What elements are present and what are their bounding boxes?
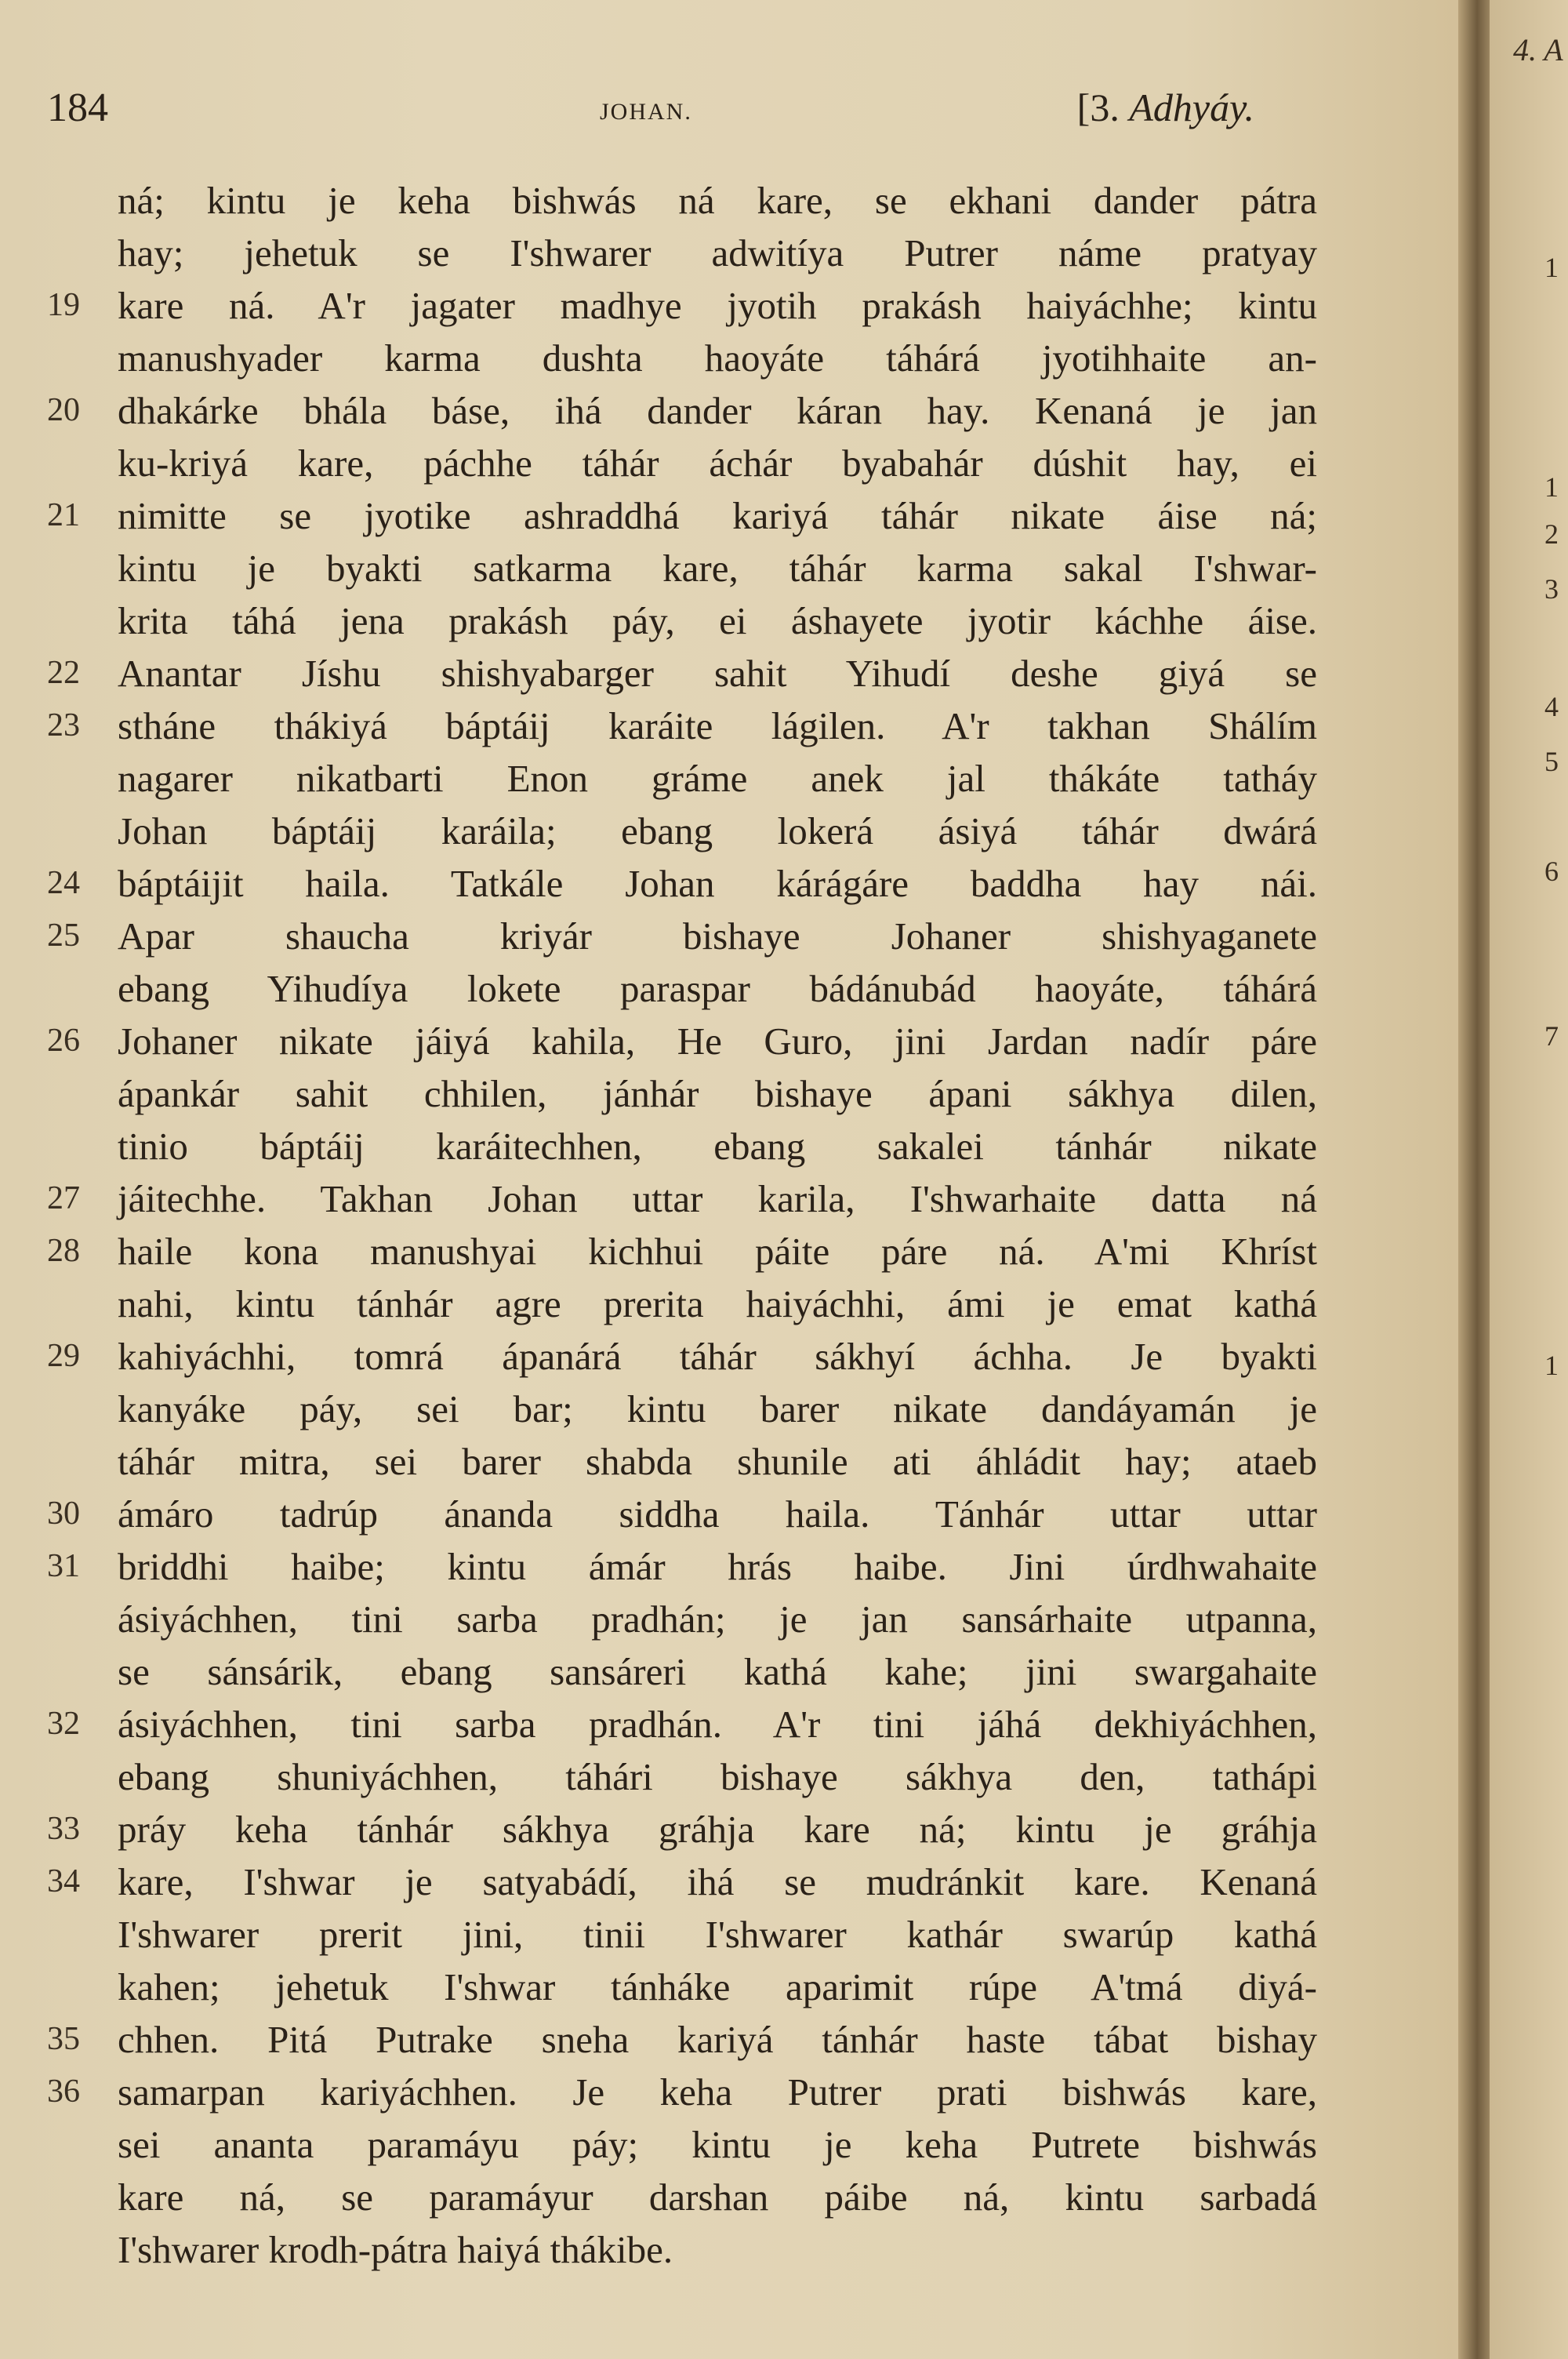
line-text: chhen. Pitá Putrake sneha kariyá tánhár haste tábat bishay: [118, 2018, 1317, 2061]
text-line: [47, 1698, 1317, 1750]
adjacent-margin-number: 3: [1544, 573, 1559, 605]
text-line: [47, 1488, 1317, 1540]
line-text: nagarer nikatbarti Enon gráme anek jal thákáte tatháy: [118, 757, 1317, 800]
text-line: [47, 1120, 1317, 1172]
text-line: [47, 1803, 1317, 1856]
verse-number: 31: [47, 1548, 80, 1584]
text-line: [47, 1330, 1317, 1383]
line-text: sei ananta paramáyu páy; kintu je keha Putrete bishwás: [118, 2123, 1317, 2166]
line-text: kare, I'shwar je satyabádí, ihá se mudránkit kare. Kenaná: [118, 1860, 1317, 1903]
line-text: ku-kriyá kare, páchhe táhár áchár byabahár dúshit hay, ei: [118, 442, 1317, 485]
line-text: báptáijit haila. Tatkále Johan kárágáre baddha hay nái.: [118, 862, 1317, 905]
text-line: [47, 1645, 1317, 1698]
text-line: [47, 1593, 1317, 1645]
text-line: [47, 227, 1317, 279]
verse-number: 36: [47, 2074, 80, 2110]
text-line: [47, 332, 1317, 384]
line-text: kare ná. A'r jagater madhye jyotih prakásh haiyáchhe; kintu: [118, 284, 1317, 327]
text-line: [47, 174, 1317, 227]
text-line: [47, 1856, 1317, 1908]
text-line: [47, 857, 1317, 910]
line-text: Johaner nikate jáiyá kahila, He Guro, jini Jardan nadír páre: [118, 1020, 1317, 1063]
line-text: kahiyáchhi, tomrá ápanárá táhár sákhyí áchha. Je byakti: [118, 1335, 1317, 1378]
line-text: samarpan kariyáchhen. Je keha Putrer prati bishwás kare,: [118, 2070, 1317, 2114]
text-line: [47, 1435, 1317, 1488]
text-line: [47, 1067, 1317, 1120]
line-text: kahen; jehetuk I'shwar tánháke aparimit rúpe A'tmá diyá-: [118, 1965, 1317, 2008]
line-text: nahi, kintu tánhár agre prerita haiyáchhi, ámi je emat kathá: [118, 1282, 1317, 1325]
text-line: [47, 752, 1317, 805]
text-line: [47, 1278, 1317, 1330]
chapter-prefix: [3.: [1076, 85, 1120, 129]
line-text: Anantar Jíshu shishyabarger sahit Yihudí deshe giyá se: [118, 652, 1317, 695]
text-line: [47, 1383, 1317, 1435]
text-line: [47, 437, 1317, 489]
line-text: ápankár sahit chhilen, jánhár bishaye ápani sákhya dilen,: [118, 1072, 1317, 1115]
line-text: kanyáke páy, sei bar; kintu barer nikate dandáyamán je: [118, 1387, 1317, 1430]
verse-number: 26: [47, 1023, 80, 1059]
line-text: táhár mitra, sei barer shabda shunile ati áhládit hay; ataeb: [118, 1440, 1317, 1483]
book-gutter: [1458, 0, 1490, 2359]
line-text: nimitte se jyotike ashraddhá kariyá táhár nikate áise ná;: [118, 494, 1317, 537]
line-text: se sánsárik, ebang sansáreri kathá kahe; jini swargahaite: [118, 1650, 1317, 1693]
verse-number: 34: [47, 1863, 80, 1899]
text-line: [47, 594, 1317, 647]
line-text: haile kona manushyai kichhui páite páre ná. A'mi Khríst: [118, 1230, 1317, 1273]
verse-number: 30: [47, 1496, 80, 1532]
line-text: jáitechhe. Takhan Johan uttar karila, I'shwarhaite datta ná: [118, 1177, 1317, 1220]
verse-number: 27: [47, 1180, 80, 1216]
line-text: ebang Yihudíya lokete paraspar bádánubád haoyáte, táhárá: [118, 967, 1317, 1010]
text-line: [47, 2223, 1270, 2276]
text-line: [47, 2118, 1317, 2171]
text-line: [47, 805, 1317, 857]
text-line: [47, 1172, 1317, 1225]
adjacent-margin-number: 6: [1544, 856, 1559, 887]
text-line: [47, 962, 1317, 1015]
text-line: [47, 384, 1317, 437]
line-text: práy keha tánhár sákhya gráhja kare ná; kintu je gráhja: [118, 1808, 1317, 1851]
line-text: dhakárke bhála báse, ihá dander káran hay. Kenaná je jan: [118, 389, 1317, 432]
text-line: [47, 1225, 1317, 1278]
chapter-label: [1077, 85, 1254, 130]
line-text: tinio báptáij karáitechhen, ebang sakalei tánhár nikate: [118, 1125, 1317, 1168]
line-text: I'shwarer krodh-pátra haiyá thákibe.: [118, 2228, 673, 2271]
chapter-name: Adhyáy.: [1129, 85, 1254, 129]
text-line: [47, 1908, 1317, 1961]
text-line: [47, 279, 1317, 332]
line-text: I'shwarer prerit jini, tinii I'shwarer kathár swarúp kathá: [118, 1913, 1317, 1956]
adjacent-margin-number: 1: [1544, 471, 1559, 503]
line-text: kintu je byakti satkarma kare, táhár karma sakal I'shwar-: [118, 547, 1317, 590]
line-text: hay; jehetuk se I'shwarer adwitíya Putrer náme pratyay: [118, 231, 1317, 274]
verse-number: 19: [47, 287, 80, 323]
line-text: Johan báptáij karáila; ebang lokerá ásiyá táhár dwárá: [118, 809, 1317, 852]
text-line: [47, 542, 1317, 594]
text-line: [47, 2171, 1317, 2223]
line-text: ebang shuniyáchhen, táhári bishaye sákhya den, tathápi: [118, 1755, 1317, 1798]
adjacent-margin-number: 1: [1544, 252, 1559, 283]
text-line: [47, 1015, 1317, 1067]
text-line: [47, 2013, 1317, 2066]
adjacent-margin-number: 4: [1544, 691, 1559, 722]
verse-number: 29: [47, 1338, 80, 1374]
line-text: Apar shaucha kriyár bishaye Johaner shishyaganete: [118, 914, 1317, 958]
text-line: [47, 647, 1317, 700]
text-line: [47, 2066, 1317, 2118]
text-body: [47, 174, 1317, 2276]
line-text: ná; kintu je keha bishwás ná kare, se ekhani dander pátra: [118, 179, 1317, 222]
verse-number: 24: [47, 865, 80, 901]
verse-number: 35: [47, 2021, 80, 2057]
line-text: ámáro tadrúp ánanda siddha haila. Tánhár uttar uttar: [118, 1492, 1317, 1536]
line-text: manushyader karma dushta haoyáte táhárá jyotihhaite an-: [118, 336, 1317, 380]
verse-number: 22: [47, 655, 80, 691]
text-line: [47, 1961, 1317, 2013]
verse-number: 28: [47, 1233, 80, 1269]
line-text: krita táhá jena prakásh páy, ei áshayete jyotir káchhe áise.: [118, 599, 1317, 642]
line-text: stháne thákiyá báptáij karáite lágilen. A'r takhan Shálím: [118, 704, 1317, 747]
line-text: ásiyáchhen, tini sarba pradhán. A'r tini jáhá dekhiyáchhen,: [118, 1703, 1317, 1746]
page-header: [47, 85, 1254, 140]
book-title: JOHAN.: [600, 99, 692, 125]
verse-number: 21: [47, 497, 80, 533]
line-text: kare ná, se paramáyur darshan páibe ná, kintu sarbadá: [118, 2175, 1317, 2219]
verse-number: 25: [47, 918, 80, 954]
line-text: ásiyáchhen, tini sarba pradhán; je jan sansárhaite utpanna,: [118, 1598, 1317, 1641]
adjacent-margin-number: 5: [1544, 746, 1559, 777]
adjacent-margin-number: 2: [1544, 518, 1559, 550]
verse-number: 20: [47, 392, 80, 428]
text-line: [47, 1750, 1317, 1803]
adjacent-page-heading: 4. A: [1513, 32, 1563, 67]
text-line: [47, 489, 1317, 542]
page-number: 184: [47, 85, 108, 130]
verse-number: 33: [47, 1811, 80, 1847]
adjacent-page-edge: [1490, 0, 1568, 2359]
text-line: [47, 700, 1317, 752]
verse-number: 32: [47, 1706, 80, 1742]
text-line: [47, 1540, 1317, 1593]
text-line: [47, 910, 1317, 962]
adjacent-margin-number: 7: [1544, 1020, 1559, 1052]
verse-number: 23: [47, 707, 80, 743]
adjacent-margin-number: 1: [1544, 1350, 1559, 1381]
line-text: briddhi haibe; kintu ámár hrás haibe. Jini úrdhwahaite: [118, 1545, 1317, 1588]
